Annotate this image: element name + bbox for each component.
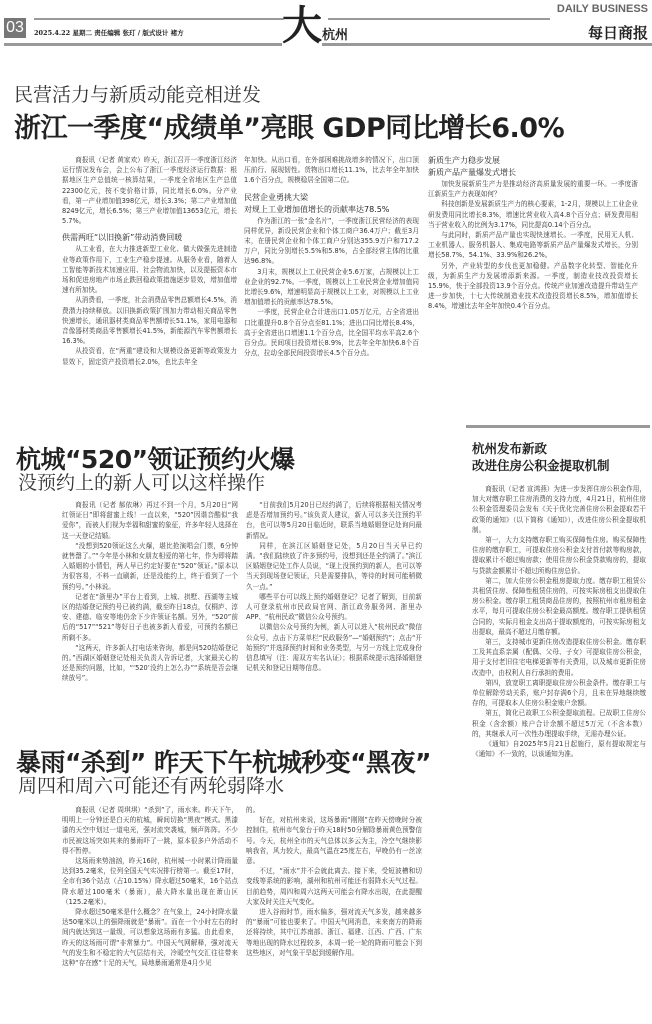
paragraph: 一季度，民营企业合计进出口1.05万亿元，占全省进出口比重提升0.8个百分点至81.1%；进出口同比增长8.4%，高于全省进出口增速1.1个百分点，比全国平均水平高2.6个百分点。民间项目投资增长8.9%，比去年全年加快6.8个百分点，拉动全部民间投资增长4.5个百分点。	[244, 308, 419, 358]
paragraph: 加快发展新质生产力是推动经济高质量发展的重要一环。一季度浙江新质生产力表现如何？	[428, 180, 638, 199]
section-logo: 大	[282, 2, 322, 49]
paragraph: 降水超过50毫米是什么概念？在气象上，24小时降水量达50毫米以上的强降雨就是“暴雨”。而在一个小时左右的时间内就达到这一量级，可以想象这场雨有多猛。由此看来，昨天的这场雨可谓“非常暴力”。中国天气网解释，强对流天气的发生和不稳定的大气层结有关，冷暖空气交汇往往带来这种“存在感”十足的天气，局地暴雨通常是4月少见	[62, 908, 238, 968]
paragraph: 第三，支持城市更新住房改造提取住房公积金。缴存职工及其直系亲属（配偶、父母、子女）可提取住房公积金，用于支付老旧住宅电梯更新等有关费用，以及城市更新住房改造中，由权利人自行承担的费用。	[472, 638, 646, 677]
article2-column-2	[246, 500, 422, 673]
article2-column-1	[62, 500, 238, 684]
paper-english-name: DAILY BUSINESS	[556, 3, 648, 15]
paragraph: 以微信公众号预约为例，新人可以进入“杭州民政”微信公众号，点击下方菜单栏“民政服务”—“婚姻预约”；点击“开始预约”并选择预约时间和业务类型，与另一方线上完成身份信息填写（注：需双方实名认证）；根据系统提示选择婚姻登记机关和登记日期等信息。	[246, 623, 422, 673]
paragraph: “没想到520领证这么火爆，堪比抢演唱会门票，6分钟就售罄了。”“今年是小林和女朋友相爱的第七年，作为即将踏入婚姻的小情侣，两人早已约定好要在“520”领证。”原本以为很容易，不料一直刷新，还是没能约上，终于看到了一个预约号。”小林说。	[62, 541, 238, 591]
divider	[328, 18, 550, 20]
paragraph: “这两天，许多新人打电话来咨询，都是问520结婚登记的。”西湖区婚姻登记处相关负责人告诉记者，大家最关心的还是预约问题，比如，“‘520’没约上怎么办”“系统是否会继续放号”。	[62, 643, 238, 683]
section-name: 杭州	[322, 28, 349, 43]
subheading: 民营企业勇挑大梁	[244, 192, 308, 202]
article1-column-2	[244, 155, 419, 358]
subheading: 新质产品产量爆发式增长	[428, 168, 516, 177]
article1-kicker: 民营活力与新质动能竞相迸发	[14, 84, 262, 106]
paragraph: “目前我们5月20日已经约满了，后续将根据相关情况考虑是否增加预约号。”该负责人建议，新人可以多关注预约平台，也可以等5月20日临近时，联系当地婚姻登记处询问最新情况。	[246, 501, 422, 540]
paragraph: 哪些平台可以线上预约婚姻登记？记者了解到，目前新人可登录杭州市民政局官网、浙江政务服务网、浙里办APP、“杭州民政”微信公众号预约。	[246, 592, 422, 622]
paragraph: 《通知》自2025年5月21日起施行，原有提取规定与《通知》不一致的，以该通知为准。	[472, 740, 646, 759]
article1-column-3	[428, 155, 638, 312]
issue-meta: 2025.4.22 星期二 责任编辑 张玎 / 版式设计 褚方	[34, 29, 184, 37]
paragraph: 好在，对杭州来说，这场暴雨“刚刚”在昨天傍晚时分被控制住，杭州市气象台于昨天18时50分解除暴雨黄色预警信号。今天，杭州全市的天气总体以多云为主，冷空气继续影响我省，风力较大，最高气温在25度左右，早晚仍有一丝凉意。	[246, 816, 422, 866]
article3-kicker: 周四和周六可能还有两轮弱降水	[18, 775, 285, 797]
paragraph: 同样，在滨江区婚姻登记处，5月20日当天早已约满。“我们陆续放了许多预约号，没想到还是全约满了。”滨江区婚姻登记处工作人员说，“现上没预约到的新人，也可以等当天到现场登记领证，只是需要排队，等待的时间可能稍微久一点。”	[246, 541, 422, 591]
page-number: 03	[4, 18, 26, 38]
sidebar-body	[466, 484, 650, 759]
article3-headline: 暴雨“杀到” 昨天下午杭城秒变“黑夜”	[16, 748, 431, 777]
paragraph: 科技创新是发展新质生产力的核心要素，1-2月，规模以上工业企业研发费用同比增长8.3%，增速比营业收入高4.8个百分点；研发费用相当于营业收入的比例为3.17%，同比提高0.14个百分点。	[428, 200, 638, 229]
article1-column-1	[62, 155, 237, 367]
subheading: 新质生产力稳步发展	[428, 156, 500, 165]
paragraph: 第一，大力支持缴存职工购买保障性住房。购买保障性住房的缴存职工，可提取住房公积金支付首付款等购房款，提取累计不超过购房款；使用住房公积金贷款购房的，提取与贷款金额累计不超过所购住房总价。	[472, 536, 646, 575]
divider	[34, 18, 284, 20]
subheading: 供需两旺“以旧换新”带动消费回暖	[62, 233, 183, 243]
paragraph: 进入谷雨时节，雨水偏多，强对流天气多发，越来越多的“暴雨”可能也要来了。中国天气网消息，未来南方的降雨还将持续，其中江苏南部、浙江、福建、江西、广西、广东等地出现的降水过程较多，本周一轮一轮的降雨可能会下到这些地区，对气象干旱起到缓解作用。	[246, 908, 422, 957]
paragraph: 第四，放宽职工离职提取住房公积金条件。缴存职工与单位解除劳动关系，账户封存满6个月，且未在异地继续缴存的，可提取本人住房公积金账户余额。	[472, 678, 646, 708]
divider	[4, 43, 282, 46]
sidebar-headline-line1: 杭州发布新政	[472, 441, 548, 456]
subheading: 对规上工业增加值增长的贡献率达78.5%	[244, 204, 390, 214]
article3-column-1	[62, 805, 238, 968]
paragraph: 从消费看，一季度，社会消费品零售总额增长4.5%，消费潜力持续释放。以旧换新政策扩围加力带动相关商品零售快速增长，通讯器材类商品零售额增长51.1%，家用电器和音像器材类商品零售额增长41.5%，新能源汽车零售额增长16.3%。	[62, 296, 238, 346]
paragraph: 第五，简化已故职工公积金提取流程。已故职工住房公积金（含余额）账户合计余额不超过5万元（不含本数）的，其继承人可一次性办理提取手续，无需办理公证。	[472, 709, 646, 738]
paragraph: 商报讯（记者 周琪琪）“杀到”了，雨水来。昨天下午，明明上一分钟还是白天的杭城，瞬间切换“黑夜”模式。黑漆漆的天空中划过一道电光，强对流突袭城，频声阵阵。不少市民被这场突如其来的暴雨吓了一跳，原本很多户外活动不得不暂停。	[62, 806, 238, 855]
article3-column-2	[246, 805, 422, 958]
paper-name: 每日商报	[587, 24, 648, 42]
sidebar-headline-line2: 改进住房公积金提取机制	[472, 458, 610, 473]
paragraph: 3月末，规模以上工业民营企业5.6万家，占规模以上工业企业的92.7%。一季度，规模以上工业民营企业增加值同比增长9.6%，增速明显高于规模以上工业，对规模以上工业增加值增长的贡献率达78.5%。	[244, 267, 420, 307]
divider	[322, 43, 652, 46]
paragraph: 不过，“雨水”并不会就此离去。接下来，受短波槽和切变线等系统的影响，湖州和杭州可能还有弱降水天气过程。目前趋势，周四和周六这两天可能会有降水出现，在此提醒大家及时关注天气变化。	[246, 867, 422, 906]
paragraph: 第二，加大住房公积金租房提取力度。缴存职工租赁公共租赁住房、保障性租赁住房的，可按实际房租支出提取住房公积金。缴存职工租赁商品住房的，按照杭州市租房租金水平，每月可提取住房公积金最高额度。缴存职工提供租赁合同的，实际月租金支出高于提取额度的，可按实际房租支出提取，最高不超过月缴存额。	[472, 576, 646, 636]
paragraph: 与此同时，新质产品产量也实现快速增长。一季度，民用无人机、工业机器人、服务机器人、集成电路等新质产品产量爆发式增长，分别增长58.7%、54.1%、33.9%和26.2%。	[428, 231, 638, 260]
paragraph: 另外，产业转型的步伐也更加稳健。产品数字化转型、智能化升级，为新质生产力发展增添新来源。一季度，制造业技改投资增长15.9%，快于全部投资13.9个百分点。传统产业加速改造提升带动生产进一步加快，十七大传统制造业技术改造投资增长8.5%，增加值增长8.4%，增速比去年全年加快0.4个百分点。	[428, 261, 638, 311]
article2-kicker: 没预约上的新人可以这样操作	[18, 472, 266, 494]
article2-headline: 杭城“520”领证预约火爆	[16, 445, 295, 474]
paragraph: 作为浙江的一张“金名片”，一季度浙江民营经济的表现同样优异，新设民营企业和个体工商户36.4万户；截至3月末，在册民营企业和个体工商户分别达355.9万户和717.2万户，同比分别增长5.5%和5.8%，占全部经营主体的比重达96.8%。	[244, 216, 419, 266]
paragraph: 商报讯（记者 郝依琳）再过不到一个月，5月20日“网红领证日”即将甜蜜上线！一直以来，“520”因谐音酷似“我爱你”，而被人们视为幸福和甜蜜的象征，许多年轻人选择在这一天登记结婚。	[62, 501, 238, 540]
paragraph: 记者在“浙里办”平台上看到，上城、拱墅、西湖等主城区的结婚登记预约号已被约满，截至昨日18点，仅桐庐、淳安、建德、临安等地仍余下少许领证名额。另外，“520”前后的“517”“521”等好日子也被多新人看爱，可预约名额已所剩不多。	[62, 592, 238, 642]
paragraph: 的。	[246, 806, 260, 814]
paragraph: 从工业看，在大力推进新型工业化、做大做强先进制造业等政策作用下，工业生产稳步提速。从服务业看，随着人工智能等新技术加速应用、社会物流加快，以及提振资本市场和促进房地产市场止跌回稳政策措施逐步显效，增加值增速有所加快。	[62, 245, 237, 295]
paragraph: 这场雨来势汹汹，昨天16时，杭州城一小时累计降雨量达到35.2毫米，位列全国天气实况排行榜第一。截至17时，全市有36个站点（占10.15%）降水超过50毫米，16个站点降水超过100毫米（暴雨），最大降水量出现在萧山区（125.2毫米）。	[62, 857, 238, 906]
paragraph: 商报讯（记者 宣鸿燕）为进一步发挥住房公积金作用，加大对缴存职工住房消费的支持力度，4月21日，杭州住房公积金管理委员会发布《关于优化完善住房公积金提取若干政策的通知》（以下简称《通知》），改进住房公积金提取机制。	[472, 485, 646, 534]
sidebar-article	[466, 425, 650, 1021]
article1-headline: 浙江一季度“成绩单”亮眼 GDP同比增长6.0%	[14, 113, 565, 144]
paragraph: 商报讯（记者 黄家欢）昨天，浙江召开一季度浙江经济运行情况发布会，会上公布了浙江一季度经济运行数据：根据地区生产总值统一核算结果，一季度全省地区生产总值22300亿元，按不变价格计算，同比增长6.0%。分产业看，第一产业增加值398亿元，增长3.3%；第二产业增加值8249亿元，增长6.5%；第三产业增加值13653亿元，增长5.7%。	[62, 156, 237, 226]
paragraph: 从投资看，在“两重”建设和大规模设备更新等政策发力显效下，固定资产投资增长2.0%，也比去年全	[62, 347, 237, 366]
paragraph: 年加快。从出口看，在外部困难挑战增多的情况下，出口顶压前行、展现韧性。货物出口增长11.1%，比去年全年加快1.6个百分点，规模稳居全国第二位。	[244, 156, 419, 185]
